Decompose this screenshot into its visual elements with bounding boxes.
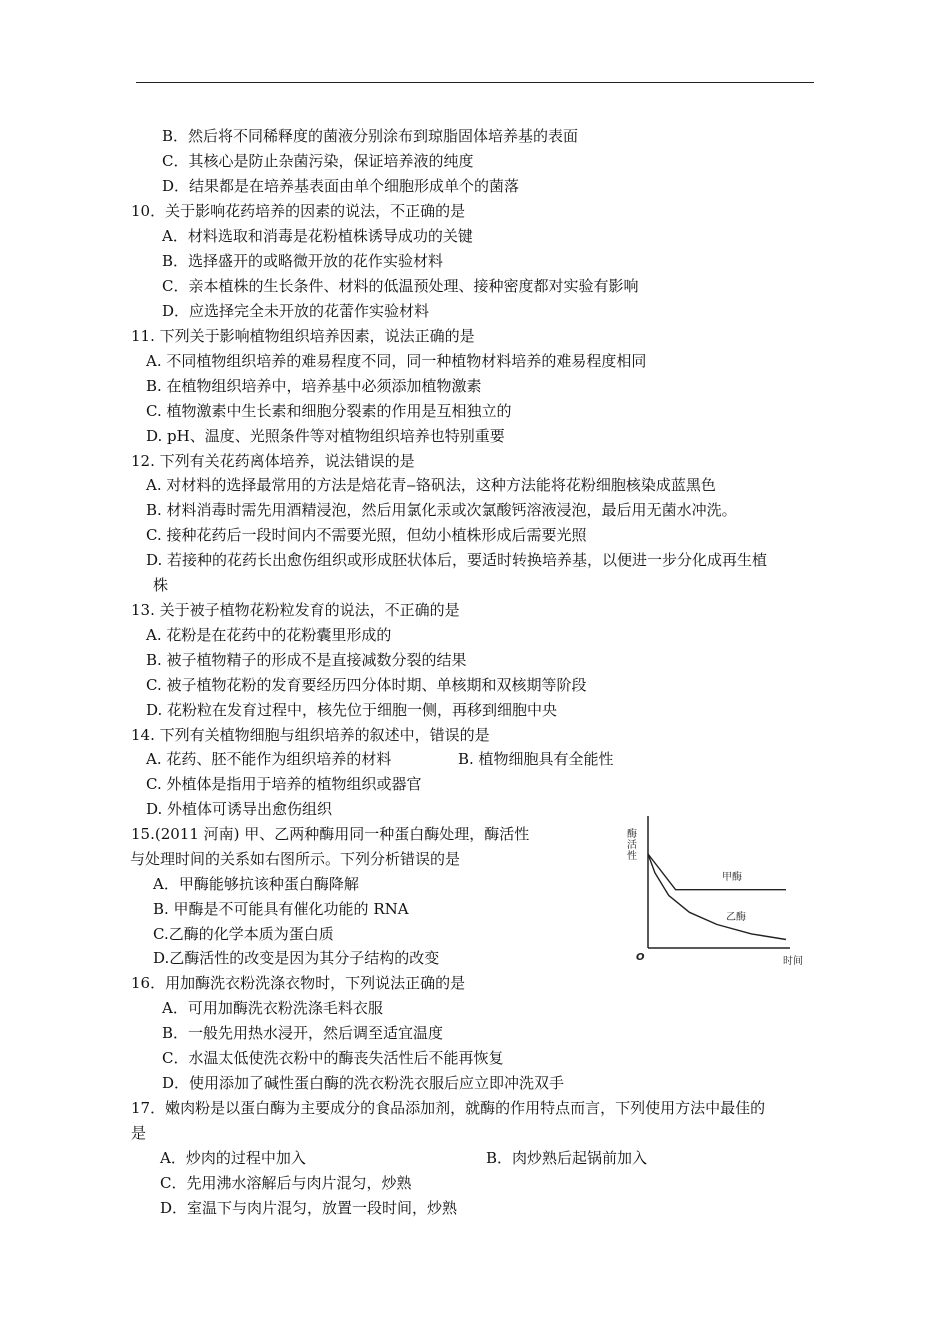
q14-option-c: C. 外植体是指用于培养的植物组织或器官 [146,775,422,793]
q13-option-a: A. 花粉是在花药中的花粉囊里形成的 [146,626,392,644]
q16-option-a: A．可用加酶洗衣粉洗涤毛料衣服 [162,999,383,1017]
q12-option-d-continued: 株 [153,576,169,594]
y-axis-label: 酶活性 [624,828,636,861]
q12-option-c: C. 接种花药后一段时间内不需要光照，但幼小植株形成后需要光照 [146,526,587,544]
q13-stem: 13. 关于被子植物花粉粒发育的说法，不正确的是 [131,601,460,619]
q15-option-c: C.乙酶的化学本质为蛋白质 [153,925,334,943]
q11-option-a: A. 不同植物组织培养的难易程度不同，同一种植物材料培养的难易程度相同 [146,352,647,370]
q12-option-a: A. 对材料的选择最常用的方法是焙花青‒铬矾法，这种方法能将花粉细胞核染成蓝黑色 [146,476,716,494]
q11-option-b: B. 在植物组织培养中，培养基中必须添加植物激素 [146,377,482,395]
q9-option-d: D．结果都是在培养基表面由单个细胞形成单个的菌落 [162,177,520,195]
q13-option-c: C. 被子植物花粉的发育要经历四分体时期、单核期和双核期等阶段 [146,676,587,694]
q17-option-c: C．先用沸水溶解后与肉片混匀，炒熟 [160,1174,412,1192]
q12-option-d: D. 若接种的花药长出愈伤组织或形成胚状体后，要适时转换培养基，以便进一步分化成再生植 [146,551,768,569]
q17-stem: 17．嫩肉粉是以蛋白酶为主要成分的食品添加剂，就酶的作用特点而言，下列使用方法中最佳的 [131,1099,766,1117]
header-rule [136,82,814,83]
series-line-jia [648,854,786,890]
q16-stem: 16．用加酶洗衣粉洗涤衣物时，下列说法正确的是 [131,974,466,992]
q17-stem-continued: 是 [131,1124,147,1142]
q9-option-b: B．然后将不同稀释度的菌液分别涂布到琼脂固体培养基的表面 [162,127,579,145]
q12-stem: 12. 下列有关花药离体培养，说法错误的是 [131,452,415,470]
q10-option-d: D．应选择完全未开放的花蕾作实验材料 [162,302,430,320]
chart-axes [625,816,804,967]
q12-option-b: B. 材料消毒时需先用酒精浸泡，然后用氯化汞或次氯酸钙溶液浸泡，最后用无菌水冲洗。 [146,501,737,519]
x-axis-label: 时间 [783,956,803,967]
q15-option-d: D.乙酶活性的改变是因为其分子结构的改变 [153,949,440,967]
q10-stem: 10．关于影响花药培养的因素的说法，不正确的是 [131,202,466,220]
q17-option-a: A．炒肉的过程中加入 [160,1149,306,1167]
series-line-yi [648,854,786,940]
q10-option-c: C．亲本植株的生长条件、材料的低温预处理、接种密度都对实验有影响 [162,277,639,295]
series-label-yi: 乙酶 [726,912,746,923]
q10-option-a: A．材料选取和消毒是花粉植株诱导成功的关键 [162,227,473,245]
q16-option-c: C．水温太低使洗衣粉中的酶丧失活性后不能再恢复 [162,1049,504,1067]
q11-stem: 11. 下列关于影响植物组织培养因素，说法正确的是 [131,327,475,345]
series-label-jia: 甲酶 [722,872,742,883]
q13-option-d: D. 花粉粒在发育过程中，核先位于细胞一侧，再移到细胞中央 [146,701,558,719]
q10-option-b: B．选择盛开的或略微开放的花作实验材料 [162,252,444,270]
q17-option-b: B．肉炒熟后起锅前加入 [486,1149,648,1167]
q16-option-d: D．使用添加了碱性蛋白酶的洗衣粉洗衣服后应立即冲洗双手 [162,1074,565,1092]
q14-option-d: D. 外植体可诱导出愈伤组织 [146,800,333,818]
q16-option-b: B．一般先用热水浸开，然后调至适宜温度 [162,1024,444,1042]
q15-option-b: B. 甲酶是不可能具有催化功能的 RNA [153,900,409,918]
q14-option-a: A. 花药、胚不能作为组织培养的材料 [146,750,392,768]
q13-option-b: B. 被子植物精子的形成不是直接减数分裂的结果 [146,651,467,669]
q11-option-c: C. 植物激素中生长素和细胞分裂素的作用是互相独立的 [146,402,512,420]
q15-stem: 15.(2011 河南) 甲、乙两种酶用同一种蛋白酶处理，酶活性 [131,825,530,843]
q14-stem: 14. 下列有关植物细胞与组织培养的叙述中，错误的是 [131,726,490,744]
q15-stem-continued: 与处理时间的关系如右图所示。下列分析错误的是 [130,850,461,868]
origin-label: O [636,952,645,963]
q15-option-a: A．甲酶能够抗该种蛋白酶降解 [153,875,359,893]
enzyme-activity-chart [618,798,814,973]
q17-option-d: D．室温下与肉片混匀，放置一段时间，炒熟 [160,1199,458,1217]
q11-option-d: D. pH、温度、光照条件等对植物组织培养也特别重要 [146,427,505,445]
q9-option-c: C．其核心是防止杂菌污染，保证培养液的纯度 [162,152,474,170]
q14-option-b: B. 植物细胞具有全能性 [458,750,614,768]
